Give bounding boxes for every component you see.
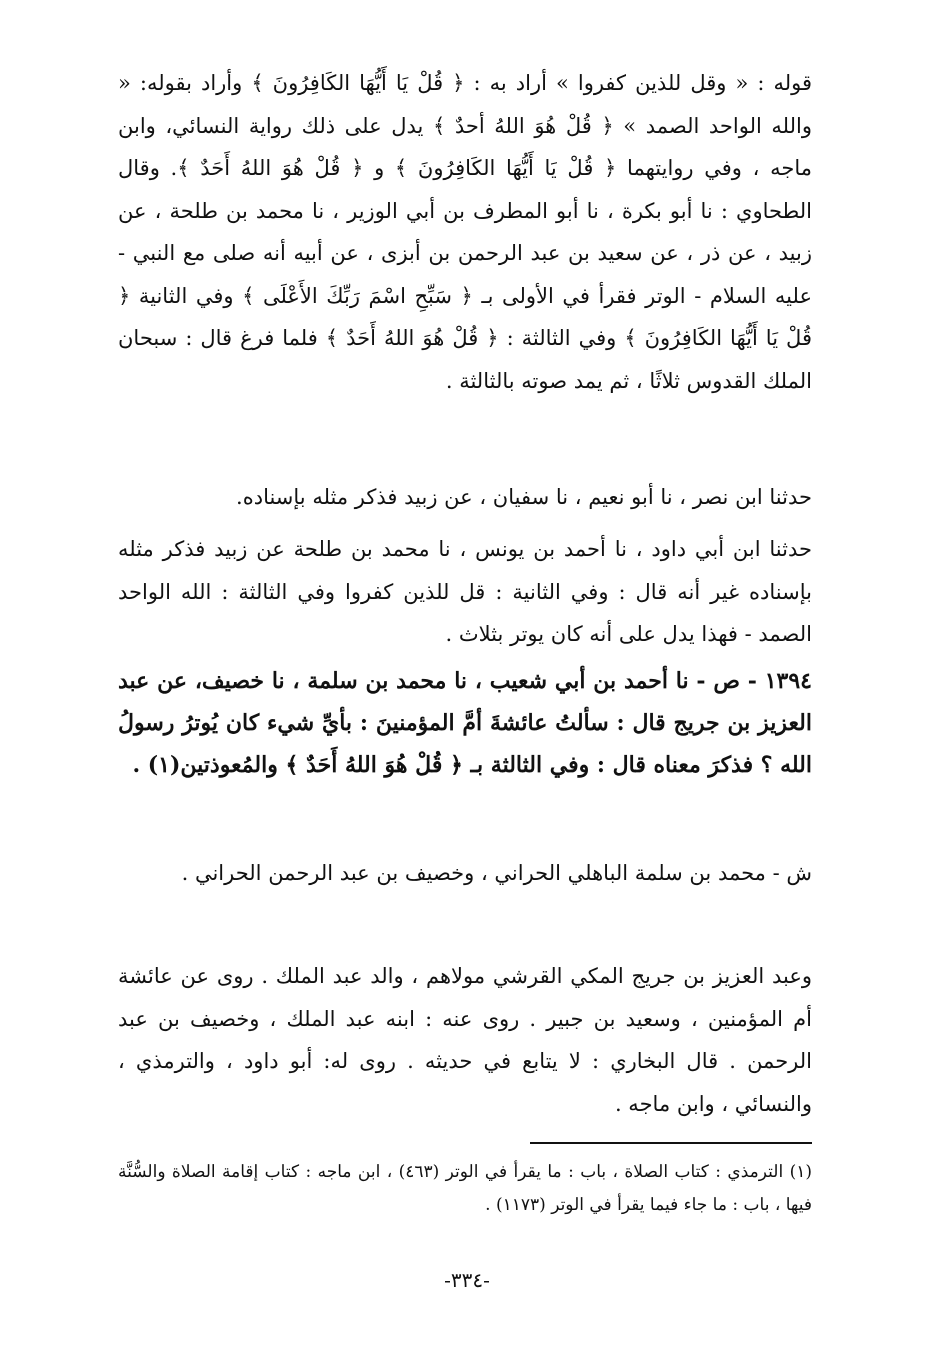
page-number: -٣٣٤- — [444, 1268, 490, 1292]
hadith-1394: ١٣٩٤ - ص - نا أحمد بن أبي شعيب ، نا محمد بن سلمة ، نا خصيف، عن عبد العزيز بن جريج قال : سألتُ عائشةَ أمَّ المؤمنينَ : بأيِّ شيء كان يُوترُ رسولُ الله ؟ فذكرَ معناه قال : وفي الثالثة بـ ﴿ قُلْ هُوَ اللهُ أَحَدٌ ﴾ والمُعوذتين(١) . — [118, 668, 812, 778]
commentary-paragraph — [118, 62, 812, 402]
paragraph-text: حدثنا ابن نصر ، نا أبو نعيم ، نا سفيان ، عن زبيد فذكر مثله بإسناده. — [236, 485, 812, 509]
hadith-text — [118, 660, 812, 786]
footnote — [118, 1156, 812, 1222]
paragraph-text: قوله : « وقل للذين كفروا » أراد به : ﴿ قُلْ يَا أَيُّهَا الكَافِرُونَ ﴾ وأراد بقوله: « والله الواحد الصمد » ﴿ قُلْ هُوَ اللهُ أحدٌ ﴾ يدل على ذلك رواية النسائي، وابن ماجه ، وفي روايتهما ﴿ قُلْ يَا أَيُّهَا الكَافِرُونَ ﴾ و ﴿ قُلْ هُوَ اللهُ أَحَدٌ ﴾. وقال الطحاوي : نا أبو بكرة ، نا أبو المطرف بن أبي الوزير ، نا محمد بن طلحة ، عن زبيد ، عن ذر ، عن سعيد بن عبد الرحمن بن أبزى ، عن أبيه أنه صلى مع النبي - عليه السلام - الوتر فقرأ في الأولى بـ ﴿ سَبِّحِ اسْمَ رَبِّكَ الأَعْلَى ﴾ وفي الثانية ﴿ قُلْ يَا أَيُّهَا الكَافِرُونَ ﴾ وفي الثالثة : ﴿ قُلْ هُوَ اللهُ أَحَدٌ ﴾ فلما فرغ قال : سبحان الملك القدوس ثلاثًا ، ثم يمد صوته بالثالثة . — [118, 71, 812, 393]
explanation-paragraph — [118, 852, 812, 895]
paragraph-text: حدثنا ابن أبي داود ، نا أحمد بن يونس ، نا محمد بن طلحة عن زبيد فذكر مثله بإسناده غير أنه قال : وفي الثانية : قل للذين كفروا وفي الثالثة : الله الواحد الصمد - فهذا يدل على أنه كان يوتر بثلاث . — [118, 537, 812, 646]
biography-paragraph — [118, 955, 812, 1125]
footnote-divider — [530, 1142, 812, 1144]
paragraph-text: وعبد العزيز بن جريج المكي القرشي مولاهم ، والد عبد الملك . روى عن عائشة أم المؤمنين ، وسعيد بن جبير . روى عنه : ابنه عبد الملك ، وخصيف بن عبد الرحمن . قال البخاري : لا يتابع في حديثه . روى له: أبو داود ، والترمذي ، والنسائي ، وابن ماجه . — [118, 964, 812, 1116]
paragraph-text: ش - محمد بن سلمة الباهلي الحراني ، وخصيف بن عبد الرحمن الحراني . — [181, 861, 812, 885]
narration-paragraph — [118, 476, 812, 519]
footnote-text: (١) الترمذي : كتاب الصلاة ، باب : ما يقرأ في الوتر (٤٦٣) ، ابن ماجه : كتاب إقامة الصلاة والسُّنَّة فيها ، باب : ما جاء فيما يقرأ في الوتر (١١٧٣) . — [118, 1162, 812, 1215]
narration-paragraph — [118, 528, 812, 656]
